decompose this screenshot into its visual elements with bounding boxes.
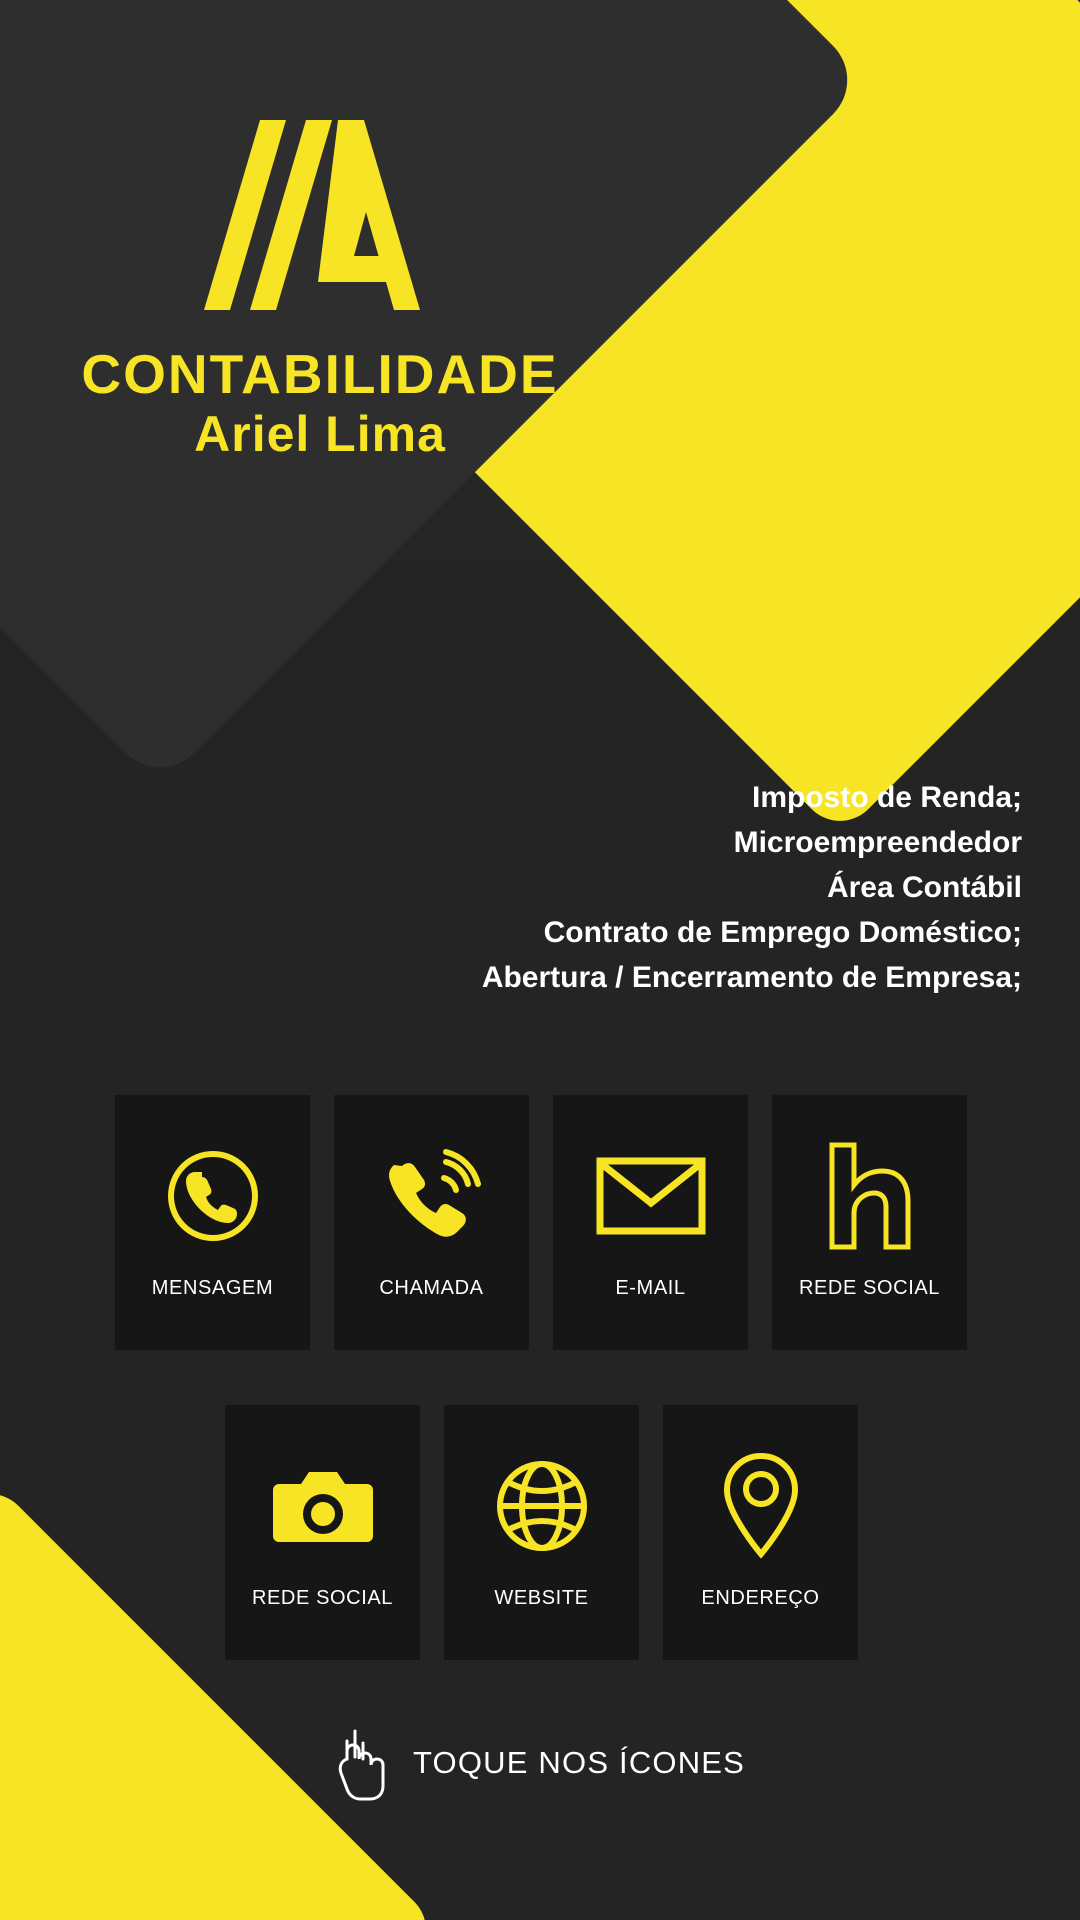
globe-icon — [494, 1451, 590, 1561]
brand-block — [0, 120, 640, 462]
contact-tile-email[interactable] — [553, 1095, 748, 1350]
contact-row-2 — [225, 1405, 858, 1660]
camera-icon — [271, 1451, 375, 1561]
abstract-a-monogram-icon — [190, 120, 450, 310]
map-pin-icon — [721, 1451, 801, 1561]
contact-tile-label: ENDEREÇO — [701, 1587, 820, 1609]
contact-tile-rede-social-h[interactable] — [772, 1095, 967, 1350]
envelope-icon — [596, 1141, 706, 1251]
contact-tile-rede-social-camera[interactable] — [225, 1405, 420, 1660]
contact-tile-label: MENSAGEM — [151, 1277, 274, 1299]
contact-tile-endereco[interactable] — [663, 1405, 858, 1660]
contact-tile-website[interactable] — [444, 1405, 639, 1660]
contact-tile-label: REDE SOCIAL — [798, 1277, 941, 1299]
tap-hand-icon — [335, 1725, 387, 1801]
brand-name-line1: CONTABILIDADE — [81, 343, 559, 405]
contact-tile-label: WEBSITE — [494, 1587, 589, 1609]
services-list — [482, 775, 1022, 1000]
contact-tile-label: E-MAIL — [615, 1277, 686, 1299]
contact-tile-chamada[interactable] — [334, 1095, 529, 1350]
contact-tile-label: REDE SOCIAL — [251, 1587, 394, 1609]
footer-hint-label: TOQUE NOS ÍCONES — [412, 1745, 746, 1780]
service-line: Microempreendedor — [733, 826, 1022, 859]
footer-hint — [0, 1725, 1080, 1801]
contact-tile-mensagem[interactable] — [115, 1095, 310, 1350]
phone-ringing-icon — [380, 1141, 484, 1251]
service-line: Imposto de Renda; — [751, 781, 1022, 814]
phone-circle-icon — [165, 1141, 261, 1251]
contact-tile-label: CHAMADA — [379, 1277, 484, 1299]
brand-name-line2: Ariel Lima — [194, 406, 446, 463]
letter-h-icon — [824, 1141, 916, 1251]
service-line: Área Contábil — [826, 871, 1022, 904]
contact-row-1 — [115, 1095, 967, 1350]
service-line: Abertura / Encerramento de Empresa; — [481, 961, 1022, 994]
service-line: Contrato de Emprego Doméstico; — [543, 916, 1022, 949]
